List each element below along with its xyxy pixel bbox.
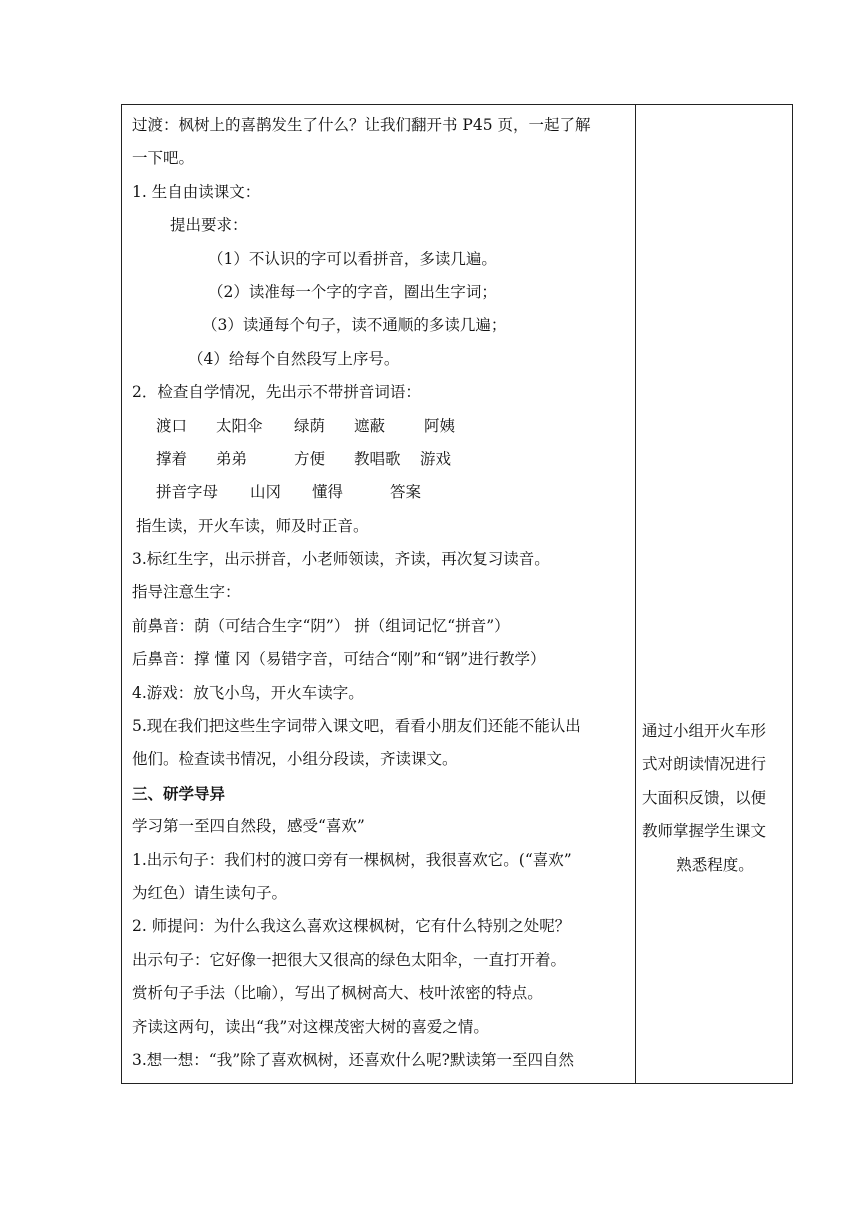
word: 懂得 [312,483,344,502]
word: 渡口 [156,416,188,435]
side-text-line: 熟悉程度。 [676,855,754,874]
text-line: 指生读，开火车读，师及时正音。 [136,516,369,535]
side-text-line: 式对朗读情况进行 [642,755,767,774]
word: 教唱歌 [354,449,401,468]
text-line: 后鼻音：撑 懂 冈（易错字音，可结合“刚”和“钢”进行教学） [132,650,546,669]
word: 拼音字母 [156,483,219,502]
lesson-table [121,104,793,1084]
word: 太阳伞 [216,416,263,435]
side-text-line: 通过小组开火车形 [642,722,767,740]
text-line: 一下吧。 [132,149,195,168]
word: 弟弟 [216,449,248,468]
design-intent-column [642,715,788,882]
side-text-line: 教师掌握学生课文 [642,822,767,841]
word-row [132,443,632,476]
text-line: 2. 师提问：为什么我这么喜欢这棵枫树，它有什么特别之处呢？ [132,917,571,936]
column-divider [635,105,636,1083]
text-line: 提出要求： [170,216,248,235]
word: 撑着 [156,449,188,468]
text-line: 学习第一至四自然段，感受“喜欢” [132,817,365,836]
word: 遮蔽 [354,416,386,435]
section-heading: 三、研学导异 [132,783,226,803]
text-line: 他们。检查读书情况，小组分段读，齐读课文。 [132,750,458,769]
text-line: 2．检查自学情况，先出示不带拼音词语： [132,383,421,402]
text-line: 3.标红生字，出示拼音，小老师领读，齐读，再次复习读音。 [132,550,550,569]
text-line: 过渡：枫树上的喜鹊发生了什么？让我们翻开书 P45 页，一起了解 [132,116,591,134]
word-row [132,410,632,443]
word: 游戏 [420,449,452,468]
text-line: 出示句子：它好像一把很大又很高的绿色太阳伞，一直打开着。 [132,950,567,969]
word: 答案 [390,483,422,502]
text-line: 3.想一想：“我”除了喜欢枫树，还喜欢什么呢?默读第一至四自然 [132,1050,574,1069]
text-line: 5.现在我们把这些生字词带入课文吧，看看小朋友们还能不能认出 [132,717,581,736]
text-line: （3）读通每个句子，读不通顺的多读几遍； [202,316,507,335]
text-line: 为红色）请生读句子。 [132,883,288,902]
text-line: （2）读准每一个字的字音，圈出生字词； [208,282,497,301]
text-line: （4）给每个自然段写上序号。 [188,349,400,368]
side-text-line: 大面积反馈，以便 [642,788,767,807]
teaching-process-column [132,109,632,1077]
text-line: 4.游戏：放飞小鸟，开火车读字。 [132,683,364,702]
text-line: （1）不认识的字可以看拼音，多读几遍。 [208,249,497,268]
text-line: 前鼻音：荫（可结合生字“阴”） 拼（组词记忆“拼音”） [132,616,510,635]
text-line: 齐读这两句，读出“我”对这棵茂密大树的喜爱之情。 [132,1017,489,1036]
text-line: 指导注意生字： [132,583,241,602]
text-line: 1.出示句子：我们村的渡口旁有一棵枫树，我很喜欢它。(“喜欢” [132,850,572,869]
text-line: 1. 生自由读课文： [132,182,261,201]
word: 绿荫 [294,416,326,435]
text-line: 赏析句子手法（比喻），写出了枫树高大、枝叶浓密的特点。 [132,984,543,1003]
word: 阿姨 [424,416,456,435]
word-row [132,476,632,509]
word: 山冈 [250,483,282,502]
word: 方便 [294,449,326,468]
